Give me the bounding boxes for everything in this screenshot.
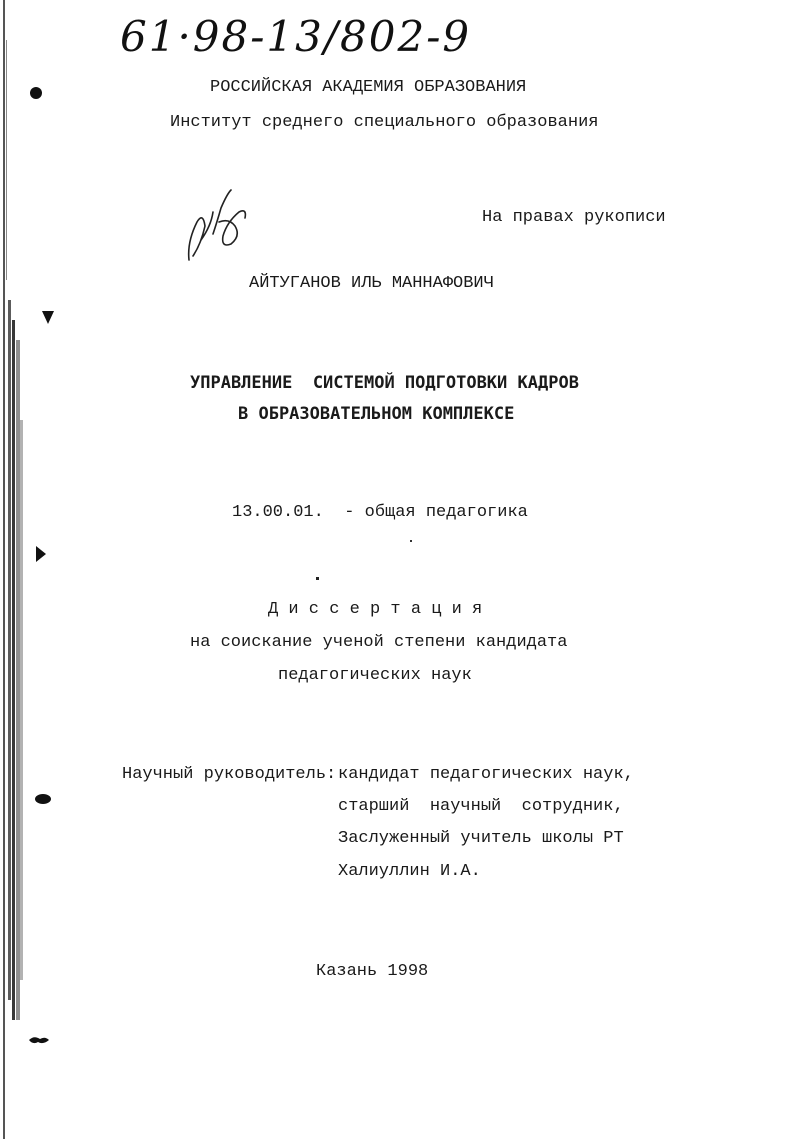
organization-name: РОССИЙСКАЯ АКАДЕМИЯ ОБРАЗОВАНИЯ [210,78,527,97]
supervisor-label: Научный руководитель: [122,765,337,784]
speck [410,540,412,542]
degree-label: Д и с с е р т а ц и я [268,600,483,619]
specialty-code: 13.00.01. - общая педагогика [232,503,528,522]
binding-edge [0,0,30,1139]
speck [316,577,319,580]
institute-name: Институт среднего специального образования [170,113,599,132]
supervisor-name: Халиуллин И.А. [338,862,481,881]
supervisor-line-3: Заслуженный учитель школы РТ [338,829,624,848]
signature-icon [183,182,255,268]
punch-mark-5 [28,1034,50,1046]
punch-mark-2 [40,308,56,326]
degree-line-2: педагогических наук [278,666,472,685]
supervisor-line-1: кандидат педагогических наук, [338,765,634,784]
dissertation-title-line-1: УПРАВЛЕНИЕ СИСТЕМОЙ ПОДГОТОВКИ КАДРОВ [190,373,579,393]
punch-mark-1 [28,86,44,100]
place-and-year: Казань 1998 [316,962,429,981]
dissertation-title-line-2: В ОБРАЗОВАТЕЛЬНОМ КОМПЛЕКСЕ [238,404,515,424]
archive-code: 61·98-13/802-9 [120,12,472,61]
punch-mark-4 [34,792,52,806]
supervisor-line-2: старший научный сотрудник, [338,797,624,816]
degree-line-1: на соискание ученой степени кандидата [190,633,568,652]
author-name: АЙТУГАНОВ ИЛЬ МАННАФОВИЧ [249,274,494,293]
manuscript-note: На правах рукописи [482,208,666,227]
punch-mark-3 [34,544,48,564]
